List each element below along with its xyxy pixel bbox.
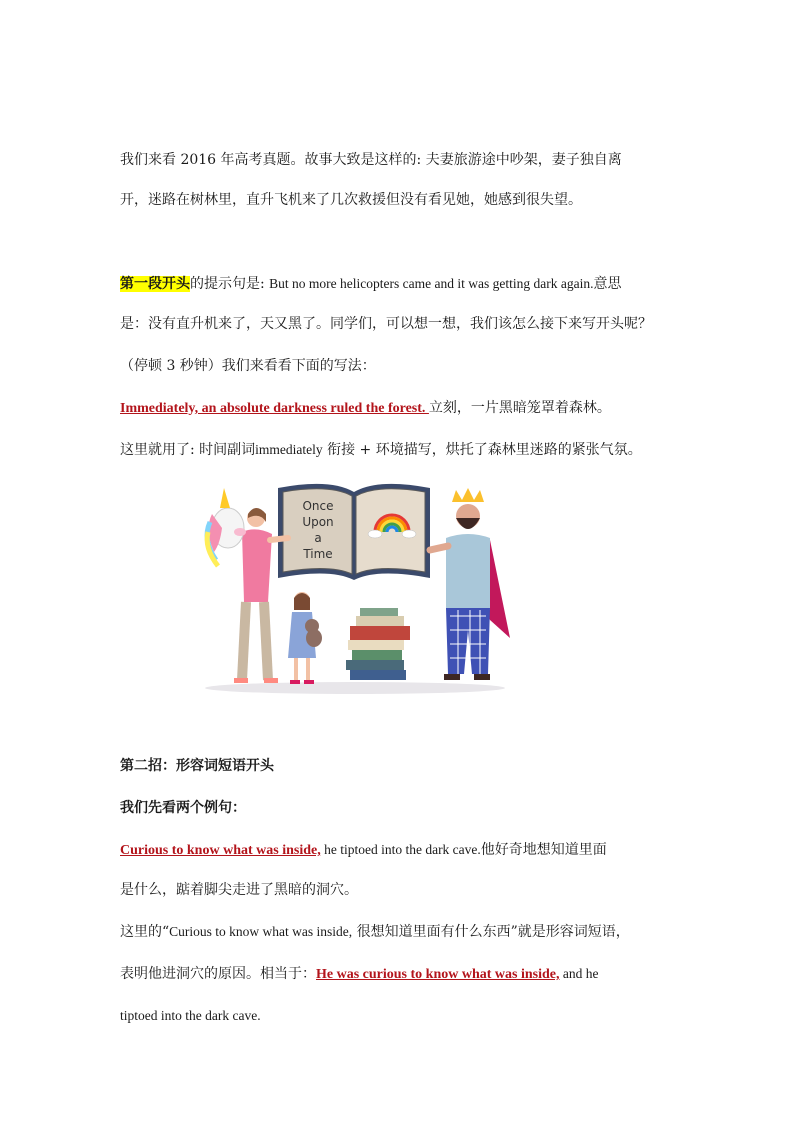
example-1-english: he tiptoed into the dark cave.	[320, 842, 481, 857]
explanation-keyword: immediately	[255, 442, 323, 457]
explanation-2-part-d: and he	[559, 966, 599, 981]
ground-shadow	[205, 682, 505, 694]
book-text-1: Once	[302, 499, 334, 513]
section-heading: 第二招：形容词短语开头	[120, 758, 274, 774]
example-sentence-line	[120, 398, 611, 419]
paragraph-2-line-1	[120, 274, 621, 294]
book-text-2: Upon	[302, 515, 334, 529]
explanation-2-line-1	[120, 922, 630, 942]
paragraph-1-line-2: 开，迷路在树林里，直升飞机来了几次救援但没有看见她，她感到很失望。	[120, 192, 582, 208]
storybook-illustration	[190, 470, 520, 700]
highlighted-label: 第一段开头	[120, 276, 190, 292]
example-1-line-2: 是什么，踮着脚尖走进了黑暗的洞穴。	[120, 882, 358, 898]
explanation-part-a: 这里就用了: 时间副词	[120, 442, 256, 458]
prompt-sentence: But no more helicopters came and it was getting dark again.	[269, 276, 594, 291]
explanation-2-part-b: 很想知道里面有什么东西”就是形容词短语，	[352, 924, 630, 940]
example-1-line-1	[120, 840, 607, 861]
paragraph-2-line-3: （停顿 3 秒钟）我们来看看下面的写法：	[120, 358, 376, 374]
explanation-2-line-3: tiptoed into the dark cave.	[120, 1008, 261, 1023]
example-1-red-phrase: Curious to know what was inside,	[120, 843, 321, 858]
example-1-chinese: 他好奇地想知道里面	[480, 842, 607, 858]
prompt-prefix: 的提示句是:	[190, 276, 270, 292]
paragraph-2-line-2: 是：没有直升机来了，天又黑了。同学们，可以想一想，我们该怎么接下来写开头呢？	[120, 316, 652, 332]
book-text-4: Time	[303, 547, 333, 561]
explanation-2-part-a: 这里的“	[120, 924, 170, 940]
section-subheading: 我们先看两个例句：	[120, 800, 246, 816]
explanation-2-part-c: 表明他进洞穴的原因。相当于：	[120, 966, 316, 982]
example-chinese: 立刻，一片黑暗笼罩着森林。	[428, 400, 611, 416]
girl-figure	[288, 592, 322, 684]
stack-of-books-icon	[346, 608, 410, 680]
book-text-3: a	[314, 531, 322, 545]
explanation-2-line-2	[120, 964, 598, 985]
explanation-2-red-phrase: He was curious to know what was inside,	[316, 967, 560, 982]
explanation-line	[120, 440, 642, 460]
explanation-part-b: 衔接 + 环境描写，烘托了森林里迷路的紧张气氛。	[322, 442, 642, 458]
example-english: Immediately, an absolute darkness ruled the forest.	[120, 401, 429, 416]
explanation-2-english: Curious to know what was inside,	[169, 924, 353, 939]
king-figure	[430, 488, 510, 680]
paragraph-1-line-1: 我们来看 2016 年高考真题。故事大致是这样的: 夫妻旅游途中吵架，妻子独自离	[120, 152, 622, 168]
unicorn-icon	[207, 488, 246, 566]
prompt-suffix: 意思	[593, 276, 622, 292]
